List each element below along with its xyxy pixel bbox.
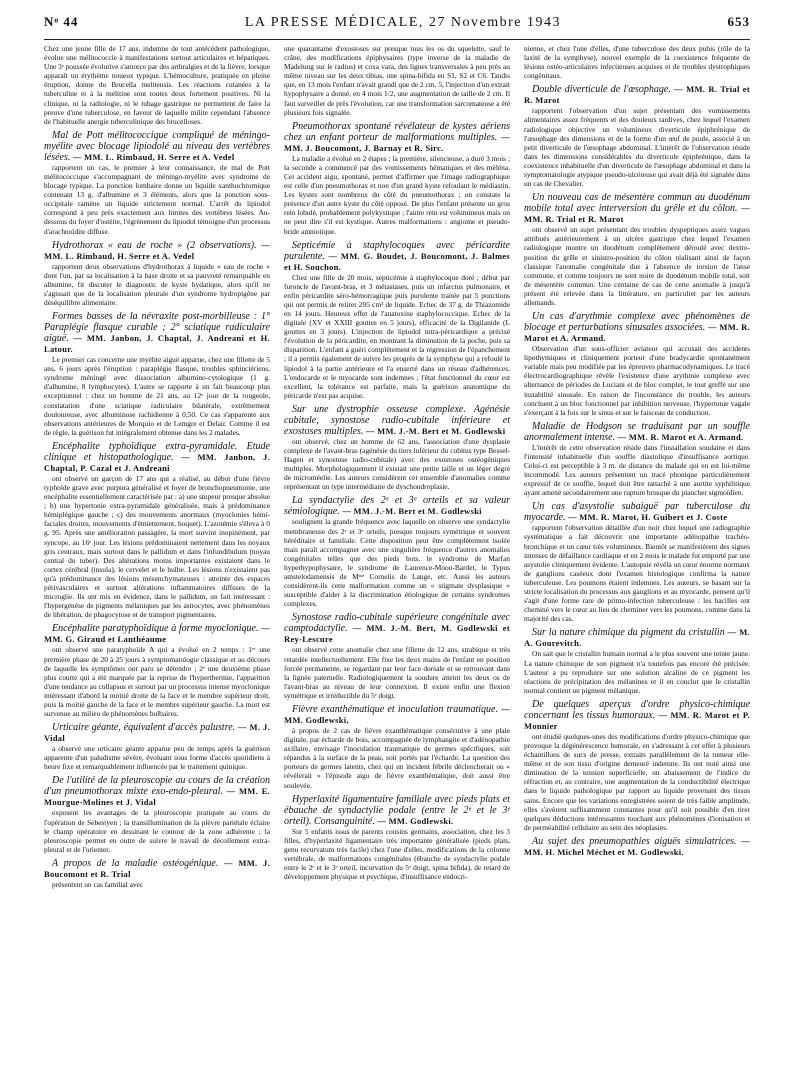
article-body: Le premier cas concerne une myélite aiguë apparue, chez une fillette de 5 ans, 6 jours après l'éruption : paraplégie flasque, troubles sphinctériens, syndrome méningé avec dissociation albumino-cytologique (1 g. d'albumine, 8 lymphocytes). L'autre se rapporte à un fait beaucoup plus exceptionnel : chez un homme de 21 ans, au 12ᵉ jour de la rougeole, constatation d'une sciatique radiculaire bilatérale, extrêmement douloureuse, avec albuminose rachidienne à 0,50. Ce cas s'apparente aux observations antérieures de Morquio et de Lemgre et Delair. Comme il est de règle, la guérison fut intégralement obtenue dans les 2 malades. xyxy=(44,355,270,437)
article-heading xyxy=(44,240,270,262)
article-authors: — MM. J. Boucomont et R. Trial xyxy=(44,857,270,879)
article-authors: — MM. J. Boucomont, J. Barnay et R. Sirc. xyxy=(284,131,510,153)
article-body: Observation d'un sous-officier aviateur qui accusait des accidents lipothymiques et cliniquement porteur d'une bradycardie spontanément variable mais peu modifiée par les épreuves pharmacodynamiques. Le tracé électrocardiographique révèle l'existence d'une arythmie complexe avec alternance de périodes de Luciani et de bloc complet, le tout greffé sur une instabilité sinusale. En raison de l'inconstance du trouble, les auteurs concluent à un bloc fonctionnel par inhibition nerveuse, l'hypertonie vagale s'exerçant à la fois sur le sinus et sur le faisceau de conduction. xyxy=(524,344,750,417)
article-heading xyxy=(284,240,510,273)
article-heading xyxy=(524,501,750,523)
article xyxy=(284,240,510,400)
article-body: nienne, et chez l'une d'elles, d'une tuberculose des deux pubis (rôle de la laxité de la symphyse), nouvel exemple de la coexistence fréquente de lésions ostéo-articulaires infectieuses acquises et de troubles dystrophiques congénitaux. xyxy=(524,44,750,81)
article-body: exposent les avantages de la pleuroscopie pratiquée au cours de l'opération de Sebestyen ; la transillumination de la plèvre pariétale éclaire le champ opératoire en dessinant le contour de la zone adhérente ; la pleuroscopie permet en outre de suivre le travail de décollement extra-pleural et de l'orienter. xyxy=(44,808,270,854)
article-title: La syndactylie des 2ᵉ et 3ᵉ orteils et sa valeur sémiologique. xyxy=(284,495,510,518)
article xyxy=(44,722,270,771)
article xyxy=(44,775,270,853)
article-authors: — MM. R. Marot, H. Guibert et J. Coste xyxy=(568,512,728,523)
page-header xyxy=(44,14,750,36)
article xyxy=(44,130,270,236)
article-title: Formes basses de la névraxite post-morbilleuse : 1° Paraplégie flasque curable ; 2° sciatique radiculaire aiguë. xyxy=(44,311,270,345)
article-heading xyxy=(524,84,750,106)
article xyxy=(284,495,510,608)
article-heading xyxy=(524,192,750,225)
article-authors: — MM. J.-M. Bert et M. Godlewski xyxy=(365,425,506,436)
article-heading xyxy=(284,794,510,827)
article-authors: — MM. R. Marot et A. Armand. xyxy=(524,322,750,344)
article-heading xyxy=(284,121,510,154)
article-title: Au sujet des pneumopathies aiguës simulatrices. xyxy=(532,835,737,847)
article-body: a observé une urticaire géante apparue peu de temps après la guérison apparente d'un paludisme sévère, évoluant sous forme d'accès quotidiens à heure fixe et remarquablement influencée par le traitement quinique. xyxy=(44,744,270,772)
journal-title: LA PRESSE MÉDICALE, 27 Novembre 1943 xyxy=(244,15,561,30)
article-body: On sait que le cristallin humain normal a le plus souvent une teinte jaune. La nature chimique de son pigment n'a toutefois pas encore été précisée. L'auteur a pu reproduire sur une solution alcaline de ce pigment les réactions de précipitation des mélanines et il en conclut que le cristallin normal contient un pigment mélanique. xyxy=(524,649,750,695)
article xyxy=(524,501,750,623)
article-title: De quelques aperçus d'ordre physico-chimique concernant les tissus humoraux. xyxy=(524,698,750,721)
article-authors: — MM. J.-M. Bert, M. Godlewski et Rey-Lescure xyxy=(284,623,510,645)
article-body: une quarantaine d'exostoses sur presque tous les os du squelette, sauf le crâne, des modifications épiphysaires (type inverse de la maladie de Madelung sur le radius) et coxa vara, des lignes transversales à peu près au même niveau sur les deux tibias, une spina-bifida en S1, S2 et C6. Tandis que, en 13 mois l'enfant n'avait grandi que de 2 cm. 5, l'injection d'un extrait hypophysaire a donné, en 4 mois 1/2, une augmentation de taille de 2 cm. Il faut surveiller de près l'évolution, car une transformation sarcomateuse a été plusieurs fois signalée. xyxy=(284,44,510,117)
article-heading xyxy=(524,627,750,649)
article-authors: — MM. G. Giraud et Lanthéaume xyxy=(44,623,270,645)
article-continuation xyxy=(284,44,510,117)
article xyxy=(44,311,270,437)
article-authors: — MM. G. Boudet, J. Boucomont, J. Balmes et H. Souchon. xyxy=(284,250,510,272)
column-3 xyxy=(524,44,750,1072)
article-title: Maladie de Hodgson se traduisant par un souffle anormalement intense. xyxy=(524,420,750,443)
article-title: Hydrothorax « eau de roche » (2 observations). xyxy=(52,239,257,251)
column-2 xyxy=(284,44,510,1072)
article-title: Sur la nature chimique du pigment du cristallin xyxy=(532,627,725,639)
article-heading xyxy=(524,421,750,443)
article-authors: — MM. Godlewski, xyxy=(284,703,510,725)
column-1 xyxy=(44,44,270,1072)
article-heading xyxy=(44,775,270,808)
article xyxy=(284,704,510,790)
article-title: Un cas d'asystolie subaiguë par tuberculose du myocarde. xyxy=(524,501,750,524)
article-body: L'intérêt de cette observation réside dans l'installation soudaine et dans l'intensité inhabituelle d'un souffle diastolique d'insuffisance aortique. Celui-ci est perceptible à 3 m. de distance du malade qui en est lui-même incommodé. Les auteurs présentent un tracé phonique particulièrement expressif de ce souffle, lequel doit être rattaché à une aortite syphilitique ayant amené secondairement une rupture brusque du plancher sigmoïdien. xyxy=(524,442,750,498)
article-body: rapportent l'observation détaillée d'un noir chez lequel une radiographie systématique a fait découvrir une importante adénopathie trachéo-bronchique et un cœur très volumineux. Bientôt se manifestèrent des signes intenses de défaillance cardiaque et en 2 mois le malade fut emporté par une asystolie cliniquement évidente. L'autopsie révéla un cœur énorme normaux de ganglions caséeux dont l'examen histologique confirma la nature tuberculeuse. Les poumons étaient indemnes. Les auteurs, se basant sur la stricte localisation du processus aux ganglions et au myocarde, pensent qu'il s'agit d'une forme rare de primo-infection tuberculeuse : les bacilles ont cheminé vers le cœur au lieu de cheminer vers les poumons, comme dans la majorité des cas. xyxy=(524,523,750,624)
article-authors: — MM. L. Rimbaud, H. Serre et A. Vedel xyxy=(44,239,270,261)
article xyxy=(44,623,270,718)
article-title: Encéphalite typhoïdique extra-pyramidale. Etude clinique et histopathologique. xyxy=(44,440,270,463)
article-authors: — MM. Janbon, J. Chaptal, P. Cazal et J. Andreani xyxy=(44,451,270,473)
article-title: Hyperlaxité ligamentaire familiale avec pieds plats et ébauche de syndactylie podale (entre le 2ᵉ et le 3ᵉ orteil). Consanguinité. xyxy=(284,793,510,827)
article-body: ont étudié quelques-unes des modifications d'ordre physico-chimique que provoque la dégénérescence humorale, en s'adressant à cet effet à plusieurs échantillons de sucs de presse, extraits parallèlement de la tumeur elle-même et de son tissu d'origine demeuré indemne. Ils ont noté ainsi une diminution de la tension superficielle, un abaissement de l'indice de réfraction et, au contraire, une augmentation de la conductibilité électrique dans le liquide pathologique par rapport au liquide provenant des tissus sains. Encore que les variations enregistrées soient de très faible amplitude, elles s'avèrent suffisamment constantes pour qu'il soit possible d'en tirer quelques déductions intéressantes touchant aux phénomènes d'ionisation et de perméabilité cellulaire au sein des néoplasies. xyxy=(524,731,750,832)
article-title: Un nouveau cas de mésentère commun au duodénum mobile total avec interversion du grêle et du côlon. xyxy=(524,192,750,215)
article-continuation xyxy=(44,44,270,126)
article xyxy=(284,794,510,882)
article-authors: — M. J. Vidal xyxy=(44,722,270,744)
article-heading xyxy=(44,722,270,744)
article xyxy=(524,311,750,417)
article-title: Encéphalite paratyphoïdique à forme myoclonique. xyxy=(52,623,259,635)
article-heading xyxy=(44,858,270,880)
article xyxy=(44,858,270,889)
article-heading xyxy=(284,495,510,517)
article-body: Sur 5 enfants issus de parents cousins germains, association, chez les 3 filles, d'hyperlaxité ligamentaire très importante généralisée (pieds plats, genu recurvatum très facile) chez l'une d'elles, modifications de la colonne vertébrale, de malformations congénitales (ébauche de syndactylie podale entre le 2ᵉ et le 3ᵉ orteil, incurvation du 5ᵉ doigt, spina bifida), de retard de développement physique et psychique, d'insuffisance endocri- xyxy=(284,826,510,882)
article-title: Urticaire géante, équivalent d'accès palustre. xyxy=(52,722,236,734)
article-title: Septicémie à staphylocoques avec péricardite purulente. xyxy=(284,239,510,262)
article-body: La maladie a évolué en 2 étapes ; la première, silencieuse, a duré 3 mois ; la seconde a commencé par des vomissements hématiques et des méléna. Cet accident aigu, spontané, permet d'affirmer que l'image radiographique est celle d'un pneumothorax et non d'un grand kyste refoulant le médiastin. Les kystes sont nombreux du côté du pneumothorax ; on constate la présence d'un autre kyste du côté opposé. De plus l'enfant présente un gros rein lobulé, probablement polykystique ; l'autre rein est volumineux mais on ne peut dire s'il est kystique. Autres malformations : angiome et pseudo-bride amniotique. xyxy=(284,153,510,236)
article-heading xyxy=(44,623,270,645)
article xyxy=(44,240,270,307)
article-title: Pneumothorax spontané révélateur de kystes aériens chez un enfant porteur de malformations multiples. xyxy=(284,120,510,143)
article-body: ont observé, chez un homme de 62 ans, l'association d'une dysplasie complexe de l'avant-bras (agénésie du tiers inférieur du cubitus type Bessel-Hagen et synostose radio-cubitale) avec des exostoses ostéogéniques multiples. Morphologiquement il existait une petite taille et un léger degré de microméelie. Les auteurs considèrent cet ensemble d'anomalies comme représentant un type intermédiaire de dyschondroplasie. xyxy=(284,436,510,492)
article-authors: — MM. H. Michel Méchet et M. Godlewski. xyxy=(524,835,750,857)
article xyxy=(284,612,510,700)
article-body: ont observé un sujet présentant des troubles dyspeptiques assez vagues attribués antérieurement à un ulcère gastrique chez lequel l'examen radiologique montre un duodénum complètement déroulé avec dextro-position du grêle et sinistro-position du côlon réalisant ainsi de façon classique l'anomalie congénitale due à l'absence de torsion de l'anse commune, et comme toujours ne sont noire de duodénum mobile total, soit de mésentère commun. Une centaine de cas de cette anomalie à jusqu'à présent été relevée dans la littérature, en particulier par les auteurs allemands. xyxy=(524,225,750,307)
article-title: Double diverticule de l'œsophage. xyxy=(532,84,671,96)
article xyxy=(524,84,750,188)
article-body: Chez une fille de 20 mois, septicémie à staphylocoque doré ; début par furoncle de l'avant-bras, et 3 métastases, puis un infarctus pulmonaire, et enfin péricardite séro-hémorragique puis purulente traitée par 5 ponctions qui ont permis de retirer 295 cm³ de liquide. Echec de 37 g. de Thiazomide en 14 jours. Heureux effet de l'anatoxine staphylococcique. Echec de la digitale (XV et XXIII gouttes en 5 jours), efficacité de la Digilanide (L gouttes en 3 jours). L'injection de lipiodol intra-péricardique a précisé l'évolution de la péricardite, en montrant la diminution de la poche, puis sa disparition. L'enfant a guéri complètement et la régression de l'épanchement ; il a permis également de suivre les progrès de la symphyse qui a refoulé le lipiodol à la partie antérieure et l'a enserré dans un réseau d'adhérences. L'endocarde et le myocarde sont indemnes ; l'état fonctionnel du cœur est excellent, la tolérance est parfaite, mais la guérison anatomique du péricarde n'est pas acquise. xyxy=(284,272,510,400)
article-title: Fièvre exanthématique et inoculation traumatique. xyxy=(292,703,498,715)
article-title: Synostose radio-cubitale supérieure congénitale avec camptodactylie. xyxy=(284,612,510,635)
article-heading xyxy=(524,836,750,858)
article-body: ont observé une paratyphoïde A qui a évolué en 2 temps : 1ʳᵉ une première phase de 20 à 25 jours à symptomatologie classique et au décours de laquelle les symptômes ont paru se détendre ; 2ᵉ une deuxième phase plus courte qui a été marquée par la reprise de l'hyperthermie, l'apparition d'une tendance au collapsus et surtout par un processus intense myoclonique intéressant d'abord la moitié droite de la face et le membre supérieur droit, puis la moitié gauche de la face et le membre supérieur gauche. La mort est survenue au milieu de phénomènes bulbaires. xyxy=(44,645,270,719)
article-heading xyxy=(524,699,750,732)
article xyxy=(524,192,750,307)
article xyxy=(44,441,270,620)
article-body: Chez une jeune fille de 17 ans, indemne de tout antécédent pathologique, évolue une mélitococcie à manifestations surtout articulaires et hépatiques. Une 3ᵉ poussée évolutive s'amorce par des arthralgies et de la fièvre, lorsque apparaît un érythème noueux typique. L'hémoculture, pratiquée en pleine éruption, donne du Brucella melitensis. Les réactions cutanées à la tuberculine et à la mélitine sont toutes deux fortement positives. Ni la clinique, ni la radiologie, ni le tubage gastrique ne permettent de faire la preuve d'une tuberculose, en faveur de laquelle milite cependant l'absence de l'habituelle anergie tuberculinique des brucelloses. xyxy=(44,44,270,126)
article-body: ont observé un garçon de 17 ans qui a réalisé, au début d'une fièvre typhoïde grave avec purpura généralisé et foyer de bronchopneumonie, une encéphalite essentiellement caractérisée par : a) une stupeur presque absolue ; b) une hypertonie extra-pyramidale généralisée, mais à prédominance hémiplégique gauche ; c) des mouvements anormaux (myoclonies hémi-faciales droites, mouvements d'émiettement, hoquet). L'azotémie s'éleva à 0 g. 95. Après une amélioration passagère, la mort survint inopinément, par syncope, au 16ᵉ jour. Les lésions prédominaient nettement dans les noyaux gris centraux, mais surtout dans le pallidum et dans l'infundibulum (noyau central du tuber). Des altérations moins importantes existaient dans le cortex cérébral (insula), le cervelet et le bulbe. Les lésions n'existaient pas qu'à prédominance des lésions mésenchymateuses : atteinte des espaces périvasculaires et surtout altérations inflammatoires diffuses de la microglie. Ils ont mis en évidence, dans le pallidum, un fait intéressant : l'hypergénèse de pigments mélaniques par les astrocytes, avec phénomènes de libération, de phagocytose et de transport pigmentaires. xyxy=(44,473,270,620)
article-authors: — MM. R. Trial et R. Marot xyxy=(524,84,750,106)
article-body: soulignent la grande fréquence avec laquelle on observe une syndactylie membraneuse des 2ᵉ et 3ᵉ orteils, presque toujours symétrique et souvent héréditaire et familiale. Cette disposition peut être complètement isolée mais paraît accompagner avec une singulière fréquence d'autres anomalies congénitales telles que des pieds bots, le syndrome de Marfan hyperhypophysaire, le syndrome de Laurence-Moon-Bardet, le Typus amstelodamensis de Mᵐᵉ Cornelis de Lange, etc. Aussi les auteurs considèrent-ils cette malformation comme un « stigmate dysplasique » susceptible d'aider à la discrimination étiologique de certains syndromes complexes. xyxy=(284,517,510,609)
article xyxy=(524,836,750,858)
article xyxy=(524,627,750,694)
article-authors: — MM. J.-M. Bert et M. Godlewski xyxy=(342,506,482,517)
article-title: A propos de la maladie ostéogénique. xyxy=(52,857,219,869)
issue-number: Nᵒ 44 xyxy=(44,14,79,29)
article xyxy=(524,421,750,498)
article xyxy=(284,404,510,492)
article-title: Un cas d'arythmie complexe avec phénomènes de blocage et perturbations sinusales associées. xyxy=(524,311,750,334)
article-heading xyxy=(524,311,750,344)
article-heading xyxy=(44,130,270,163)
article xyxy=(524,699,750,832)
text-columns xyxy=(44,44,750,1072)
article-title: De l'utilité de la pleuroscopie au cours de la création d'un pneumothorax mixte exo-endo-pleural. xyxy=(44,775,270,798)
article-body: rapportent l'observation d'un sujet présentant des vomissements alimentaires assez fréquents et des douleurs tardives, chez lequel l'examen radiologique objective un volumineux diverticule épiphrénique de l'œsophage des dimensions et de la forme d'un œuf de poule, associé à un petit diverticule de l'œsophage abdominal. L'intérêt de l'observation réside dans les dimensions considérables du diverticule épiphrénique, dans la coexistence inhabituelle d'un diverticule de l'œsophage abdominal et dans la symptomatologie atypique pseudo-ulcéreuse qui avait déjà été signalée dans un cas de Chevalier. xyxy=(524,106,750,189)
article-authors: — MM. Godlewski. xyxy=(377,815,454,826)
article-body: rapportent deux observations d'hydrothorax à liquide « eau de roche » dont l'un, par sa localisation à la base droite et sa pauvreté remarquable en albumine, fit discuter le diagnostic de kyste hydatique, alors qu'il ne s'agissait que de la localisation pleurale d'un syndrome hydropigène par déséquilibre alimentaire. xyxy=(44,261,270,307)
article-heading xyxy=(284,704,510,726)
article-body: présentent un cas familial avec xyxy=(52,879,144,889)
article-authors: — MM. E. Mourgue-Molines et J. Vidal xyxy=(44,786,270,808)
page-number: 653 xyxy=(727,14,750,29)
article-authors: — M. A. Gourevitch. xyxy=(524,627,750,649)
article-continuation xyxy=(524,44,750,80)
article xyxy=(284,121,510,236)
article-authors: — MM. L. Rimbaud, H. Serre et A. Vedel xyxy=(72,151,235,162)
article-body: rapportent un cas, le premier à leur connaissance, de mal de Pott mélitococcique s'accompagnant de méningo-myélite avec syndrome de blocage typique. La ponction lombaire donne un liquide xanthochromique contenant 13 g. d'albumine et 3 éléments, alors que la ponction sous-occipitale ramène un liquide strictement normal. L'arrêt du lipiodol correspond à peu près exactement aux limites des vertèbres lésées. Au-dessous du foyer d'ostéite, l'égrènement du lipiodol témoigne d'un processus d'arachnoïdite diffuse. xyxy=(44,162,270,236)
article-heading xyxy=(44,441,270,474)
article-body: ont observé cette anomalie chez une fillette de 12 ans, strabique et très retardée intellectuellement. Elle fixe les deux mains de l'enfant en position forcée permanente, se regardant par leur face dorsale et se retrouvant dans la lignée paternelle. Radiologiquement la soudure atteint les deux os de l'avant-bras au niveau de leur connexion. Il existe enfin une flexion symétrique et irréductible du 5ᵉ doigt. xyxy=(284,645,510,700)
article-heading xyxy=(284,612,510,645)
article-authors: — MM. R. Marot et P. Monnier xyxy=(524,709,750,731)
article-title: Mal de Pott mélitococcique compliqué de méningo-myélite avec blocage lipiodolé au niveau des vertèbres lésées. xyxy=(44,129,270,163)
article-authors: — MM. R. Trial et R. Marot xyxy=(524,203,750,225)
article-body: à propos de 2 cas de fièvre exanthématique consécutive à une plaie digitale, par écharde de bois, accompagnée de lymphangite et d'adénopathie axillaire, envisage l'inoculation traumatique de germes spécifiques, soit répandus à la surface de la peau, soit portés par l'écharde. La question des porteurs de germes latents, chez qui un incident fébrile déclencherait ou « révélerait » l'épisode aigu de fièvre exanthématique, doit aussi être soulevée. xyxy=(284,725,510,790)
article-title: Sur une dystrophie osseuse complexe. Agénésie cubitale, synostose radio-cubitale inférieure et exostoses multiples. xyxy=(284,403,510,437)
article-authors: — MM. R. Marot et A. Armand. xyxy=(617,431,744,442)
article-heading xyxy=(44,311,270,355)
header-rule xyxy=(44,39,750,40)
article-heading xyxy=(284,404,510,437)
article-authors: — MM. Janbon, J. Chaptal, J. Andreani et H. Latour. xyxy=(44,333,270,355)
